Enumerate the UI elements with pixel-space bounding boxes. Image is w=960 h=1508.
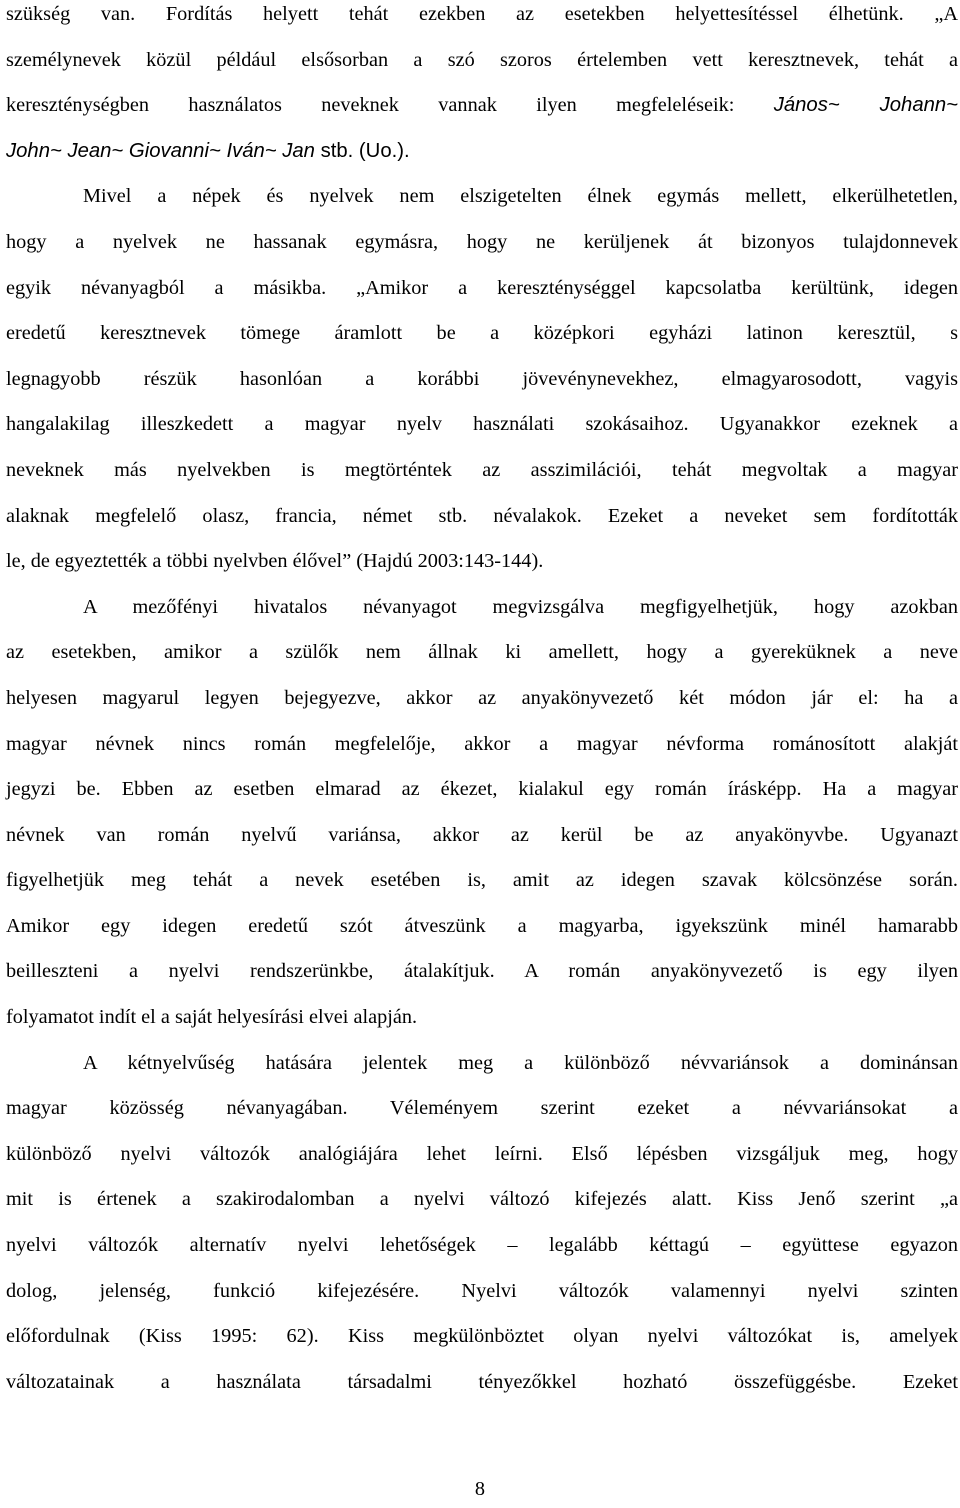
text-line: személynevek közül például elsősorban a szó szoros értelemben vett keresztnevek, tehát a [6,48,958,71]
text-line: különböző nyelvi változók analógiájára lehet leírni. Első lépésben vizsgáljuk meg, hogy [6,1142,958,1165]
line-text: kereszténységben használatos neveknek vannak ilyen megfeleléseik: [6,94,774,117]
italic-name-list: John~ Jean~ Giovanni~ Iván~ Jan [6,139,315,162]
text-line: jegyzi be. Ebben az esetben elmarad az ékezet, kialakul egy román írásképp. Ha a magyar [6,778,958,801]
text-line: folyamatot indít el a saját helyesírási elvei alapján. [6,1006,418,1029]
page-number: 8 [474,1478,486,1500]
text-line: neveknek más nyelvekben is megtörténtek az asszimilációi, tehát megvoltak a magyar [6,458,958,481]
text-line: magyar közösség névanyagában. Véleményem szerint ezeket a névvariánsokat a [6,1097,958,1120]
text-line: figyelhetjük meg tehát a nevek esetében is, amit az idegen szavak kölcsönzése során. [6,869,958,892]
text-line [6,129,958,175]
text-line: változatainak a használata társadalmi tényezőkkel hozható összefüggésbe. Ezeket [6,1370,958,1393]
text-line: A kétnyelvűség hatására jelentek meg a különböző névvariánsok a dominánsan [83,1051,958,1074]
text-line: A mezőfényi hivatalos névanyagot megvizsgálva megfigyelhetjük, hogy azokban [83,595,958,618]
text-line: legnagyobb részük hasonlóan a korábbi jövevénynevekhez, elmagyarosodott, vagyis [6,367,958,390]
text-line: szükség van. Fordítás helyett tehát ezekben az esetekben helyettesítéssel élhetünk. „A [6,3,958,25]
text-line: mit is értenek a szakirodalomban a nyelvi változó kifejezés alatt. Kiss Jenő szerint „a [6,1188,958,1211]
text-line: hogy a nyelvek ne hassanak egymásra, hogy ne kerüljenek át bizonyos tulajdonnevek [6,230,958,253]
text-line: helyesen magyarul legyen bejegyezve, akkor az anyakönyvezető két módon jár el: ha a [6,686,958,709]
text-line: nyelvi változók alternatív nyelvi lehetőségek – legalább kéttagú – együttese egyazon [6,1234,958,1257]
text-line: magyar névnek nincs román megfelelője, akkor a magyar névforma románosított alakját [6,732,958,755]
italic-name-list: János~ Johann~ [773,94,959,117]
text-line [6,83,958,129]
text-line: egyik névanyagból a másikba. „Amikor a kereszténységgel kapcsolatba kerültünk, idegen [6,276,958,299]
text-line: dolog, jelenség, funkció kifejezésére. Nyelvi változók valamennyi nyelvi szinten [6,1279,958,1302]
text-line: beilleszteni a nyelvi rendszerünkbe, átalakítjuk. A román anyakönyvezető is egy ilyen [6,960,958,983]
text-line: hangalakilag illeszkedett a magyar nyelv használati szokásaihoz. Ugyanakkor ezeknek a [6,413,958,436]
text-line: az esetekben, amikor a szülők nem állnak ki amellett, hogy a gyereküknek a neve [6,641,958,664]
line-text: stb. (Uo.). [314,139,410,162]
text-line: le, de egyeztették a többi nyelvben élővel” (Hajdú 2003:143-144). [6,550,544,573]
text-line: alaknak megfelelő olasz, francia, német stb. névalakok. Ezeket a neveket sem fordították [6,504,958,527]
body-text [6,0,958,1405]
text-line: Mivel a népek és nyelvek nem elszigetelten élnek egymás mellett, elkerülhetetlen, [83,185,958,208]
text-line: névnek van román nyelvű variánsa, akkor az kerül be az anyakönyvbe. Ugyanazt [6,823,958,846]
text-line: Amikor egy idegen eredetű szót átveszünk a magyarba, igyekszünk minél hamarabb [6,914,958,937]
text-line: eredetű keresztnevek tömege áramlott be a középkori egyházi latinon keresztül, s [6,322,958,345]
text-line: előfordulnak (Kiss 1995: 62). Kiss megkülönböztet olyan nyelvi változókat is, amelyek [6,1325,958,1348]
